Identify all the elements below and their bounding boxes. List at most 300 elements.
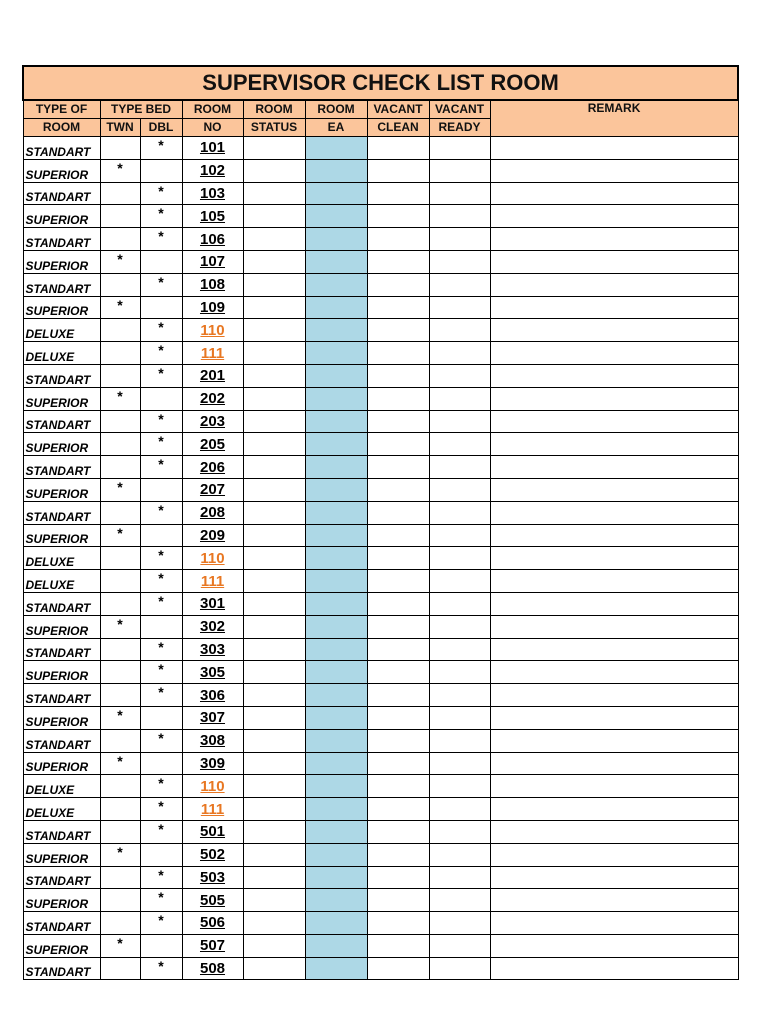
room-status-cell[interactable]	[243, 866, 305, 889]
vacant-ready-cell[interactable]	[429, 570, 490, 593]
vacant-clean-cell[interactable]	[367, 934, 429, 957]
room-number-cell: 206	[182, 456, 243, 479]
dbl-cell: *	[140, 820, 182, 843]
vacant-clean-cell[interactable]	[367, 137, 429, 160]
table-row	[23, 798, 738, 821]
room-number-cell: 111	[182, 342, 243, 365]
dbl-cell: *	[140, 547, 182, 570]
table-row	[23, 957, 738, 980]
vacant-clean-cell[interactable]	[367, 456, 429, 479]
room-status-cell[interactable]	[243, 684, 305, 707]
room-ea-cell[interactable]	[305, 364, 367, 387]
remark-cell[interactable]	[490, 319, 738, 342]
dbl-cell: *	[140, 501, 182, 524]
room-ea-cell[interactable]	[305, 661, 367, 684]
room-ea-cell[interactable]	[305, 319, 367, 342]
vacant-ready-cell[interactable]	[429, 684, 490, 707]
room-type-cell: STANDART	[23, 228, 100, 251]
room-ea-cell[interactable]	[305, 934, 367, 957]
room-number-cell: 305	[182, 661, 243, 684]
twn-cell: *	[100, 159, 140, 182]
room-type-cell: SUPERIOR	[23, 889, 100, 912]
remark-cell[interactable]	[490, 456, 738, 479]
remark-cell[interactable]	[490, 342, 738, 365]
room-ea-cell[interactable]	[305, 684, 367, 707]
table-row	[23, 729, 738, 752]
vacant-ready-cell[interactable]	[429, 820, 490, 843]
room-type-cell: SUPERIOR	[23, 843, 100, 866]
twn-cell	[100, 775, 140, 798]
vacant-ready-cell[interactable]	[429, 752, 490, 775]
room-number-cell: 102	[182, 159, 243, 182]
header-dbl: DBL	[140, 119, 182, 137]
dbl-cell	[140, 250, 182, 273]
room-ea-cell[interactable]	[305, 866, 367, 889]
vacant-clean-cell[interactable]	[367, 570, 429, 593]
header-twn: TWN	[100, 119, 140, 137]
remark-cell[interactable]	[490, 592, 738, 615]
room-type-cell: STANDART	[23, 820, 100, 843]
twn-cell	[100, 501, 140, 524]
remark-cell[interactable]	[490, 615, 738, 638]
room-status-cell[interactable]	[243, 615, 305, 638]
room-number-cell: 208	[182, 501, 243, 524]
dbl-cell: *	[140, 570, 182, 593]
vacant-clean-cell[interactable]	[367, 912, 429, 935]
room-type-cell: SUPERIOR	[23, 387, 100, 410]
vacant-clean-cell[interactable]	[367, 433, 429, 456]
room-status-cell[interactable]	[243, 501, 305, 524]
room-type-cell: SUPERIOR	[23, 752, 100, 775]
vacant-clean-cell[interactable]	[367, 159, 429, 182]
room-status-cell[interactable]	[243, 273, 305, 296]
remark-cell[interactable]	[490, 684, 738, 707]
vacant-ready-cell[interactable]	[429, 410, 490, 433]
header-ready: READY	[429, 119, 490, 137]
room-type-cell: SUPERIOR	[23, 159, 100, 182]
twn-cell: *	[100, 752, 140, 775]
vacant-clean-cell[interactable]	[367, 798, 429, 821]
room-status-cell[interactable]	[243, 843, 305, 866]
remark-cell[interactable]	[490, 775, 738, 798]
room-type-cell: DELUXE	[23, 319, 100, 342]
vacant-clean-cell[interactable]	[367, 592, 429, 615]
remark-cell[interactable]	[490, 798, 738, 821]
remark-cell[interactable]	[490, 866, 738, 889]
room-number-cell: 110	[182, 319, 243, 342]
vacant-ready-cell[interactable]	[429, 592, 490, 615]
dbl-cell: *	[140, 342, 182, 365]
room-number-cell: 302	[182, 615, 243, 638]
twn-cell	[100, 456, 140, 479]
vacant-ready-cell[interactable]	[429, 501, 490, 524]
room-type-cell: SUPERIOR	[23, 296, 100, 319]
room-number-cell: 111	[182, 570, 243, 593]
room-status-cell[interactable]	[243, 228, 305, 251]
room-number-cell: 501	[182, 820, 243, 843]
vacant-clean-cell[interactable]	[367, 729, 429, 752]
room-status-cell[interactable]	[243, 798, 305, 821]
vacant-clean-cell[interactable]	[367, 501, 429, 524]
room-type-cell: STANDART	[23, 912, 100, 935]
vacant-clean-cell[interactable]	[367, 547, 429, 570]
room-ea-cell[interactable]	[305, 889, 367, 912]
room-type-cell: STANDART	[23, 684, 100, 707]
vacant-clean-cell[interactable]	[367, 957, 429, 980]
room-status-cell[interactable]	[243, 934, 305, 957]
vacant-ready-cell[interactable]	[429, 706, 490, 729]
room-status-cell[interactable]	[243, 820, 305, 843]
remark-cell[interactable]	[490, 934, 738, 957]
room-status-cell[interactable]	[243, 182, 305, 205]
vacant-ready-cell[interactable]	[429, 524, 490, 547]
remark-cell[interactable]	[490, 957, 738, 980]
header-no: NO	[182, 119, 243, 137]
room-status-cell[interactable]	[243, 433, 305, 456]
table-row	[23, 456, 738, 479]
header-ea: EA	[305, 119, 367, 137]
vacant-clean-cell[interactable]	[367, 706, 429, 729]
remark-cell[interactable]	[490, 433, 738, 456]
twn-cell: *	[100, 478, 140, 501]
vacant-clean-cell[interactable]	[367, 342, 429, 365]
remark-cell[interactable]	[490, 729, 738, 752]
room-ea-cell[interactable]	[305, 273, 367, 296]
room-number-cell: 506	[182, 912, 243, 935]
vacant-ready-cell[interactable]	[429, 934, 490, 957]
vacant-ready-cell[interactable]	[429, 228, 490, 251]
room-type-cell: STANDART	[23, 866, 100, 889]
vacant-ready-cell[interactable]	[429, 889, 490, 912]
vacant-clean-cell[interactable]	[367, 319, 429, 342]
room-status-cell[interactable]	[243, 364, 305, 387]
vacant-ready-cell[interactable]	[429, 615, 490, 638]
room-ea-cell[interactable]	[305, 798, 367, 821]
vacant-ready-cell[interactable]	[429, 364, 490, 387]
vacant-ready-cell[interactable]	[429, 843, 490, 866]
room-type-cell: SUPERIOR	[23, 615, 100, 638]
dbl-cell: *	[140, 638, 182, 661]
dbl-cell	[140, 843, 182, 866]
table-row	[23, 182, 738, 205]
room-ea-cell[interactable]	[305, 182, 367, 205]
vacant-clean-cell[interactable]	[367, 889, 429, 912]
twn-cell	[100, 684, 140, 707]
dbl-cell: *	[140, 319, 182, 342]
vacant-clean-cell[interactable]	[367, 615, 429, 638]
room-type-cell: STANDART	[23, 592, 100, 615]
room-status-cell[interactable]	[243, 410, 305, 433]
vacant-clean-cell[interactable]	[367, 205, 429, 228]
room-ea-cell[interactable]	[305, 478, 367, 501]
dbl-cell: *	[140, 205, 182, 228]
vacant-clean-cell[interactable]	[367, 387, 429, 410]
room-status-cell[interactable]	[243, 752, 305, 775]
room-number-cell: 107	[182, 250, 243, 273]
vacant-ready-cell[interactable]	[429, 205, 490, 228]
remark-cell[interactable]	[490, 752, 738, 775]
remark-cell[interactable]	[490, 364, 738, 387]
vacant-clean-cell[interactable]	[367, 638, 429, 661]
remark-cell[interactable]	[490, 273, 738, 296]
vacant-ready-cell[interactable]	[429, 729, 490, 752]
room-type-cell: SUPERIOR	[23, 250, 100, 273]
room-status-cell[interactable]	[243, 137, 305, 160]
remark-cell[interactable]	[490, 570, 738, 593]
room-type-cell: STANDART	[23, 364, 100, 387]
room-status-cell[interactable]	[243, 638, 305, 661]
vacant-ready-cell[interactable]	[429, 456, 490, 479]
vacant-clean-cell[interactable]	[367, 296, 429, 319]
remark-cell[interactable]	[490, 137, 738, 160]
room-status-cell[interactable]	[243, 296, 305, 319]
vacant-ready-cell[interactable]	[429, 957, 490, 980]
room-ea-cell[interactable]	[305, 820, 367, 843]
vacant-ready-cell[interactable]	[429, 387, 490, 410]
twn-cell	[100, 638, 140, 661]
dbl-cell: *	[140, 137, 182, 160]
room-type-cell: DELUXE	[23, 342, 100, 365]
twn-cell	[100, 592, 140, 615]
room-status-cell[interactable]	[243, 319, 305, 342]
vacant-ready-cell[interactable]	[429, 547, 490, 570]
room-type-cell: SUPERIOR	[23, 706, 100, 729]
remark-cell[interactable]	[490, 205, 738, 228]
twn-cell	[100, 729, 140, 752]
remark-cell[interactable]	[490, 501, 738, 524]
vacant-ready-cell[interactable]	[429, 798, 490, 821]
vacant-ready-cell[interactable]	[429, 137, 490, 160]
remark-cell[interactable]	[490, 547, 738, 570]
remark-cell[interactable]	[490, 478, 738, 501]
table-row	[23, 250, 738, 273]
vacant-clean-cell[interactable]	[367, 684, 429, 707]
vacant-clean-cell[interactable]	[367, 752, 429, 775]
room-ea-cell[interactable]	[305, 547, 367, 570]
room-number-cell: 301	[182, 592, 243, 615]
twn-cell	[100, 889, 140, 912]
dbl-cell	[140, 752, 182, 775]
vacant-ready-cell[interactable]	[429, 661, 490, 684]
vacant-ready-cell[interactable]	[429, 478, 490, 501]
room-type-cell: DELUXE	[23, 547, 100, 570]
vacant-ready-cell[interactable]	[429, 638, 490, 661]
twn-cell: *	[100, 524, 140, 547]
room-ea-cell[interactable]	[305, 752, 367, 775]
dbl-cell	[140, 706, 182, 729]
vacant-clean-cell[interactable]	[367, 250, 429, 273]
table-row	[23, 137, 738, 160]
room-number-cell: 306	[182, 684, 243, 707]
room-status-cell[interactable]	[243, 661, 305, 684]
room-ea-cell[interactable]	[305, 228, 367, 251]
table-row	[23, 501, 738, 524]
room-ea-cell[interactable]	[305, 159, 367, 182]
room-ea-cell[interactable]	[305, 957, 367, 980]
room-ea-cell[interactable]	[305, 592, 367, 615]
dbl-cell: *	[140, 866, 182, 889]
room-ea-cell[interactable]	[305, 456, 367, 479]
vacant-clean-cell[interactable]	[367, 410, 429, 433]
twn-cell	[100, 410, 140, 433]
vacant-clean-cell[interactable]	[367, 820, 429, 843]
remark-cell[interactable]	[490, 820, 738, 843]
room-status-cell[interactable]	[243, 912, 305, 935]
room-ea-cell[interactable]	[305, 205, 367, 228]
room-status-cell[interactable]	[243, 706, 305, 729]
room-ea-cell[interactable]	[305, 524, 367, 547]
vacant-ready-cell[interactable]	[429, 273, 490, 296]
room-number-cell: 307	[182, 706, 243, 729]
room-number-cell: 508	[182, 957, 243, 980]
table-row	[23, 661, 738, 684]
room-ea-cell[interactable]	[305, 342, 367, 365]
remark-cell[interactable]	[490, 296, 738, 319]
dbl-cell	[140, 296, 182, 319]
remark-cell[interactable]	[490, 387, 738, 410]
room-status-cell[interactable]	[243, 478, 305, 501]
room-ea-cell[interactable]	[305, 250, 367, 273]
dbl-cell: *	[140, 798, 182, 821]
vacant-clean-cell[interactable]	[367, 866, 429, 889]
room-status-cell[interactable]	[243, 592, 305, 615]
table-row	[23, 410, 738, 433]
dbl-cell: *	[140, 889, 182, 912]
header-vacant-1: VACANT	[367, 100, 429, 119]
twn-cell	[100, 228, 140, 251]
twn-cell	[100, 137, 140, 160]
remark-cell[interactable]	[490, 250, 738, 273]
room-status-cell[interactable]	[243, 387, 305, 410]
room-ea-cell[interactable]	[305, 912, 367, 935]
room-ea-cell[interactable]	[305, 775, 367, 798]
vacant-ready-cell[interactable]	[429, 159, 490, 182]
room-type-cell: DELUXE	[23, 798, 100, 821]
twn-cell: *	[100, 387, 140, 410]
vacant-clean-cell[interactable]	[367, 228, 429, 251]
room-status-cell[interactable]	[243, 729, 305, 752]
dbl-cell: *	[140, 729, 182, 752]
header-remark: REMARK	[490, 100, 738, 137]
room-ea-cell[interactable]	[305, 387, 367, 410]
room-status-cell[interactable]	[243, 524, 305, 547]
remark-cell[interactable]	[490, 912, 738, 935]
room-type-cell: SUPERIOR	[23, 478, 100, 501]
table-row	[23, 433, 738, 456]
room-ea-cell[interactable]	[305, 137, 367, 160]
vacant-clean-cell[interactable]	[367, 364, 429, 387]
room-number-cell: 202	[182, 387, 243, 410]
remark-cell[interactable]	[490, 182, 738, 205]
vacant-clean-cell[interactable]	[367, 478, 429, 501]
table-row	[23, 706, 738, 729]
room-ea-cell[interactable]	[305, 501, 367, 524]
table-row	[23, 387, 738, 410]
vacant-ready-cell[interactable]	[429, 912, 490, 935]
room-status-cell[interactable]	[243, 250, 305, 273]
room-ea-cell[interactable]	[305, 615, 367, 638]
remark-cell[interactable]	[490, 159, 738, 182]
vacant-clean-cell[interactable]	[367, 182, 429, 205]
room-status-cell[interactable]	[243, 159, 305, 182]
dbl-cell: *	[140, 661, 182, 684]
vacant-ready-cell[interactable]	[429, 182, 490, 205]
vacant-ready-cell[interactable]	[429, 296, 490, 319]
vacant-ready-cell[interactable]	[429, 319, 490, 342]
vacant-clean-cell[interactable]	[367, 843, 429, 866]
table-row	[23, 159, 738, 182]
room-ea-cell[interactable]	[305, 706, 367, 729]
table-row	[23, 524, 738, 547]
vacant-clean-cell[interactable]	[367, 775, 429, 798]
remark-cell[interactable]	[490, 638, 738, 661]
room-ea-cell[interactable]	[305, 433, 367, 456]
room-number-cell: 111	[182, 798, 243, 821]
room-status-cell[interactable]	[243, 342, 305, 365]
room-status-cell[interactable]	[243, 957, 305, 980]
room-type-cell: DELUXE	[23, 775, 100, 798]
room-ea-cell[interactable]	[305, 843, 367, 866]
room-status-cell[interactable]	[243, 775, 305, 798]
room-ea-cell[interactable]	[305, 570, 367, 593]
room-status-cell[interactable]	[243, 889, 305, 912]
table-row	[23, 866, 738, 889]
twn-cell	[100, 364, 140, 387]
room-number-cell: 110	[182, 547, 243, 570]
remark-cell[interactable]	[490, 524, 738, 547]
room-status-cell[interactable]	[243, 456, 305, 479]
room-status-cell[interactable]	[243, 570, 305, 593]
table-row	[23, 843, 738, 866]
header-row-1	[23, 100, 738, 119]
remark-cell[interactable]	[490, 661, 738, 684]
vacant-clean-cell[interactable]	[367, 273, 429, 296]
room-ea-cell[interactable]	[305, 729, 367, 752]
room-number-cell: 109	[182, 296, 243, 319]
room-type-cell: STANDART	[23, 410, 100, 433]
room-status-cell[interactable]	[243, 547, 305, 570]
vacant-ready-cell[interactable]	[429, 433, 490, 456]
room-number-cell: 103	[182, 182, 243, 205]
table-row	[23, 752, 738, 775]
room-type-cell: STANDART	[23, 273, 100, 296]
vacant-ready-cell[interactable]	[429, 866, 490, 889]
vacant-ready-cell[interactable]	[429, 342, 490, 365]
vacant-clean-cell[interactable]	[367, 524, 429, 547]
vacant-ready-cell[interactable]	[429, 250, 490, 273]
room-status-cell[interactable]	[243, 205, 305, 228]
twn-cell: *	[100, 843, 140, 866]
remark-cell[interactable]	[490, 889, 738, 912]
room-type-cell: STANDART	[23, 957, 100, 980]
remark-cell[interactable]	[490, 410, 738, 433]
remark-cell[interactable]	[490, 843, 738, 866]
vacant-ready-cell[interactable]	[429, 775, 490, 798]
remark-cell[interactable]	[490, 228, 738, 251]
room-ea-cell[interactable]	[305, 638, 367, 661]
room-number-cell: 101	[182, 137, 243, 160]
room-type-cell: STANDART	[23, 456, 100, 479]
room-ea-cell[interactable]	[305, 410, 367, 433]
twn-cell	[100, 273, 140, 296]
room-number-cell: 308	[182, 729, 243, 752]
dbl-cell: *	[140, 957, 182, 980]
vacant-clean-cell[interactable]	[367, 661, 429, 684]
remark-cell[interactable]	[490, 706, 738, 729]
table-row	[23, 889, 738, 912]
room-ea-cell[interactable]	[305, 296, 367, 319]
header-room-3: ROOM	[305, 100, 367, 119]
